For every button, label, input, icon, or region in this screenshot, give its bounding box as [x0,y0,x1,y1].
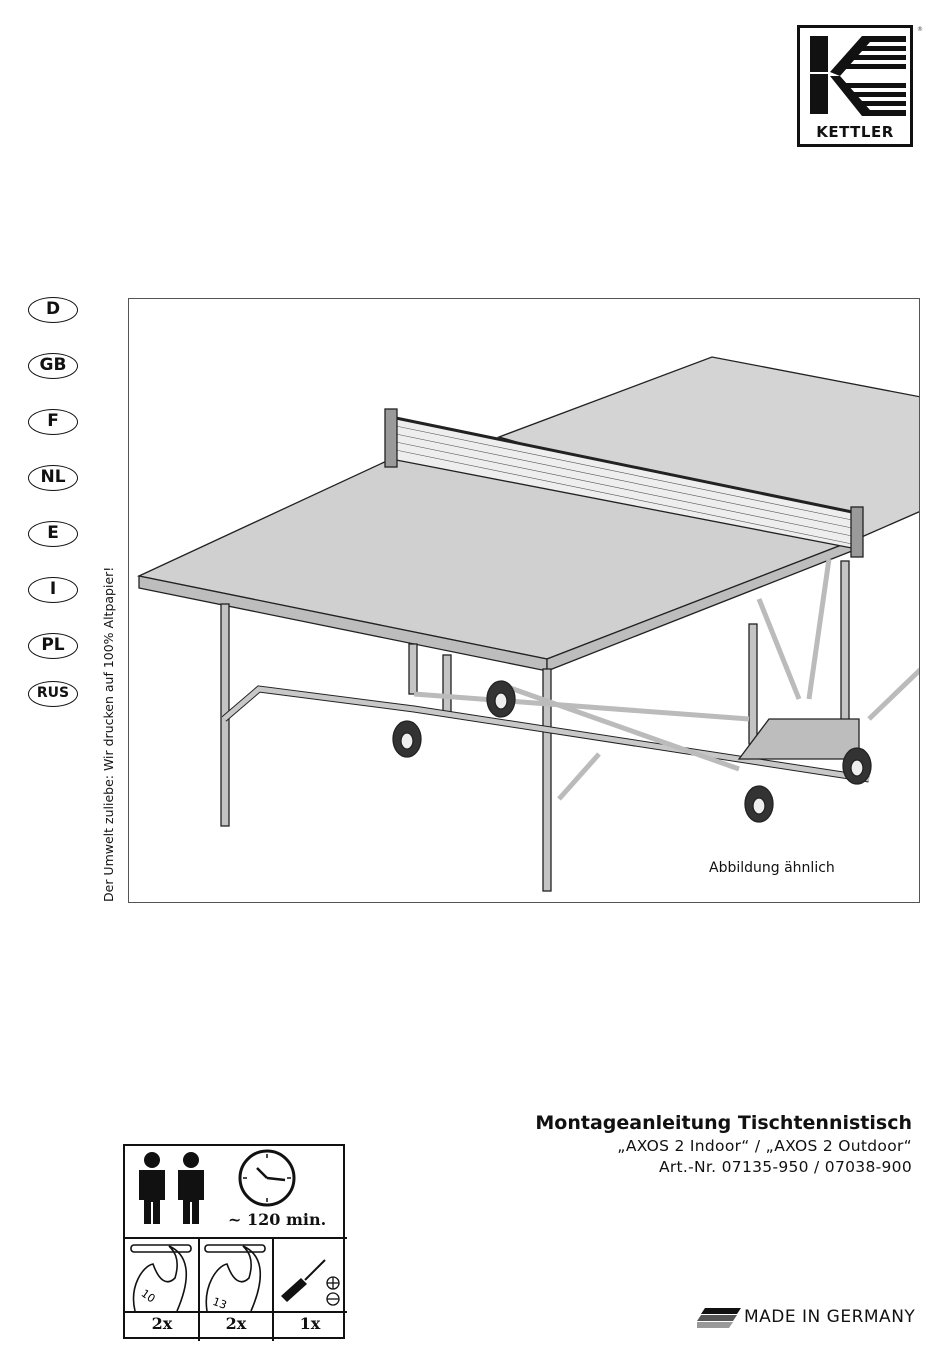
kettler-k-symbol-icon [800,28,910,118]
article-numbers: Art.-Nr. 07135-950 / 07038-900 [658,1158,912,1176]
tool-count: 1x [299,1314,321,1333]
kettler-logo [797,25,913,147]
document-title: Montageanleitung Tischtennistisch [535,1112,912,1134]
environment-note: Der Umwelt zuliebe: Wir drucken auf 100% Altpapier! [101,566,116,902]
wrench-size-label: 10 [138,1286,158,1306]
language-pl: PL [28,633,78,659]
product-illustration [128,298,920,903]
two-persons-icon [139,1152,204,1224]
table-tennis-table-drawing [129,299,920,903]
wrench-size-label: 13 [210,1294,229,1312]
screwdriver-icon [281,1260,339,1305]
language-e: E [28,521,78,547]
tool-count: 2x [151,1314,173,1333]
language-i: I [28,577,78,603]
made-in-label: MADE IN GERMANY [744,1307,916,1327]
clock-icon [240,1151,294,1205]
model-names: „AXOS 2 Indoor“ / „AXOS 2 Outdoor“ [617,1137,912,1155]
title-block [535,1112,912,1176]
tool-count: 2x [225,1314,247,1333]
wrench-10-icon [131,1245,191,1311]
assembly-requirements-box [123,1144,345,1339]
language-d: D [28,297,78,323]
language-f: F [28,409,78,435]
illustration-caption: Abbildung ähnlich [709,860,835,876]
logo-wordmark: KETTLER [816,123,894,141]
language-gb: GB [28,353,78,379]
language-rus: RUS [28,681,78,707]
language-nl: NL [28,465,78,491]
trademark-symbol: ® [917,26,923,33]
flag-stripes-icon [697,1308,741,1328]
assembly-duration: ~ 120 min. [228,1210,327,1229]
